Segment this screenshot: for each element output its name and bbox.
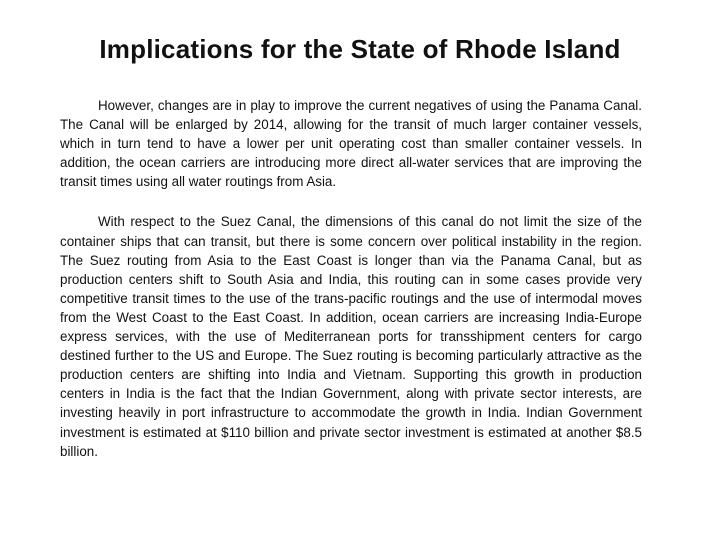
paragraph-suez-canal: With respect to the Suez Canal, the dimensions of this canal do not limit the size of the container ships that can transit, but there is some concern over political instability in the region. The Suez routing from Asia to the East Coast is longer than via the Panama Canal, but as production centers shift to South Asia and India, this routing can in some cases provide very competitive transit times to the use of the trans-pacific routings and the use of intermodal moves from the West Coast to the East Coast. In addition, ocean carriers are increasing India-Europe express services, with the use of Mediterranean ports for transshipment centers for cargo destined further to the US and Europe. The Suez routing is becoming particularly attractive as the production centers are shifting into India and Vietnam. Supporting this growth in production centers in India is the fact that the Indian Government, along with private sector interests, are investing heavily in port infrastructure to accommodate the growth in India. Indian Government investment is estimated at $110 billion and private sector investment is estimated at another $8.5 billion. — [60, 214, 642, 459]
slide-body — [60, 96, 642, 482]
paragraph-panama-canal: However, changes are in play to improve the current negatives of using the Panama Canal. The Canal will be enlarged by 2014, allowing for the transit of much larger container vessels, which in turn tend to have a lower per unit operating cost than smaller container vessels. In addition, the ocean carriers are introducing more direct all-water services that are improving the transit times using all water routings from Asia. — [60, 98, 642, 190]
slide-title: Implications for the State of Rhode Island — [99, 34, 621, 64]
